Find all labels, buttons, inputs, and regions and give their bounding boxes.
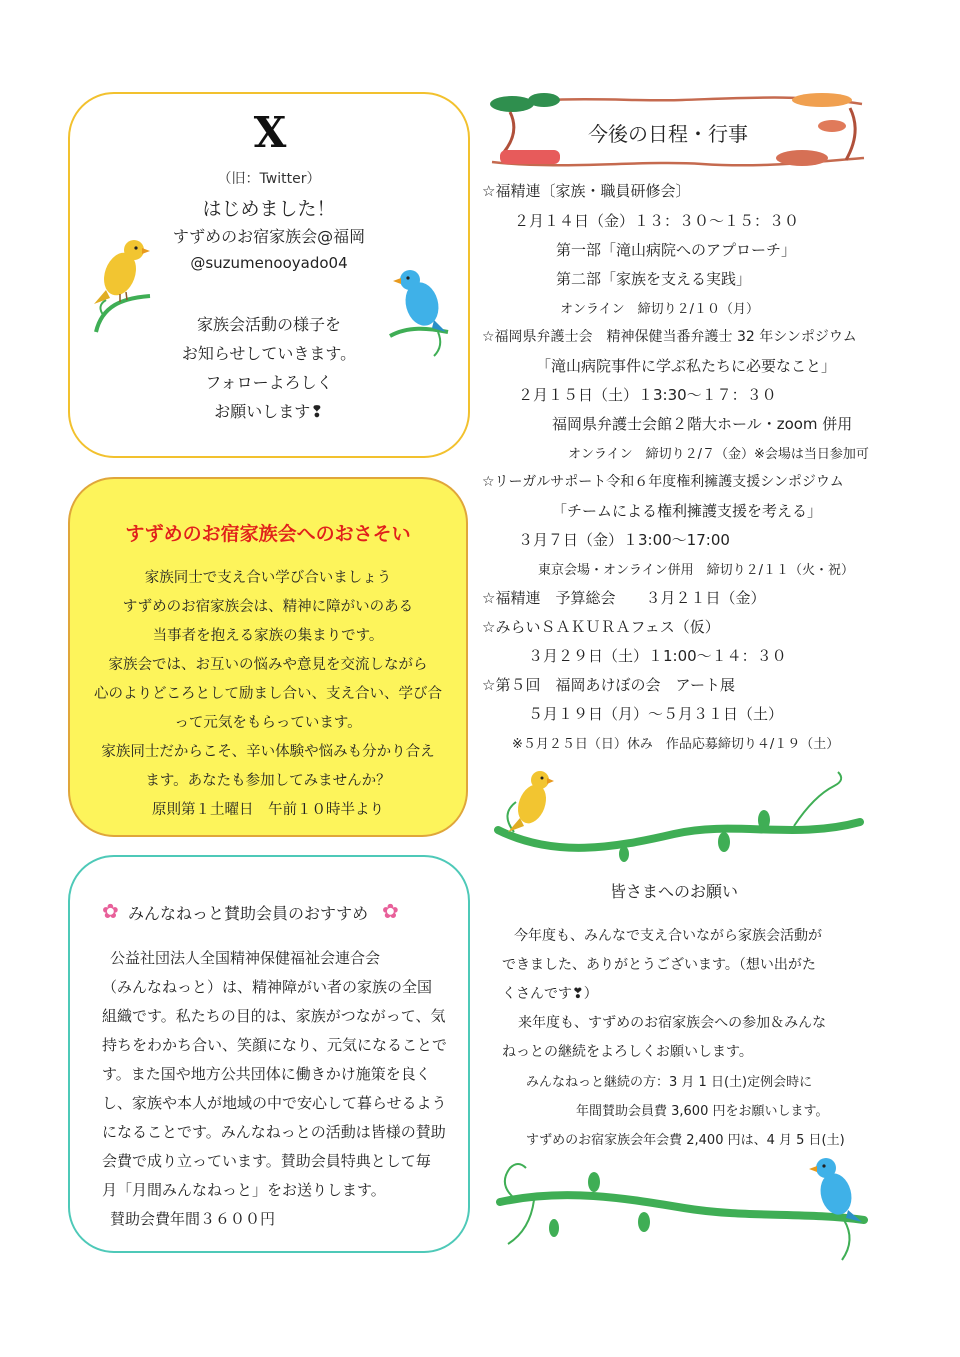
minnanet-line: になることです。みんなねっとの活動は皆様の賛助 xyxy=(102,1123,446,1141)
schedule-title: 今後の日程・行事 xyxy=(588,122,748,146)
invitation-line: 家族同士で支え合い学び合いましょう xyxy=(144,570,392,586)
schedule-line: オンライン 締切り２/１０（月） xyxy=(560,302,759,317)
schedule-line: ☆福岡県弁護士会 精神保健当番弁護士 32 年シンポジウム xyxy=(482,329,857,345)
invitation-line: 当事者を抱える家族の集まりです。 xyxy=(152,628,384,644)
blue-bird-icon xyxy=(388,266,452,362)
schedule-line: 東京会場・オンライン併用 締切り２/１１（火・祝） xyxy=(538,563,854,578)
vine-yellow-bird-icon xyxy=(494,768,866,860)
invitation-line: ます。あなたも参加してみませんか？ xyxy=(145,773,391,789)
invitation-line: 家族同士だからこそ、辛い体験や悩みも分かり合え xyxy=(101,744,435,760)
minnanet-line: 持ちをわかち合い、笑顔になり、元気になることで xyxy=(102,1036,448,1054)
invitation-line: すずめのお宿家族会は、精神に障がいのある xyxy=(122,599,414,615)
minnanet-line: す。また国や地方公共団体に働きかけ施策を良く xyxy=(102,1065,431,1083)
account-handle: @suzumenooyado04 xyxy=(190,254,348,272)
request-line: ねっとの継続をよろしくお願いします。 xyxy=(502,1044,753,1060)
invitation-line: 心のよりどころとして励まし合い、支え合い、学び合 xyxy=(94,686,442,702)
account-name: すずめのお宿家族会@福岡 xyxy=(172,227,366,246)
request-line: できました、ありがとうございます。（想い出がた xyxy=(502,957,816,973)
membership-fee: 賛助会費年間３６００円 xyxy=(110,1210,276,1228)
invitation-line: 家族会では、お互いの悩みや意見を交流しながら xyxy=(108,657,428,673)
x-body-line: フォローよろしく xyxy=(205,373,333,392)
schedule-line: 「チームによる権利擁護支援を考える」 xyxy=(552,502,823,520)
x-body-line: お願いします❢ xyxy=(214,402,324,421)
schedule-line: ☆第５回 福岡あけぼの会 アート展 xyxy=(482,676,735,694)
minnanet-line: 会費で成り立っています。賛助会員特典として毎 xyxy=(102,1152,431,1170)
schedule-line: オンライン 締切り２/７（金）※会場は当日参加可 xyxy=(568,447,869,462)
request-line: みんなねっと継続の方：3 月 1 日(土)定例会時に xyxy=(526,1075,813,1090)
request-line: 来年度も、すずめのお宿家族会への参加＆みんな xyxy=(518,1015,827,1031)
invitation-title: すずめのお宿家族会へのおさそい xyxy=(125,523,411,545)
schedule-line: ☆リーガルサポート令和６年度権利擁護支援シンポジウム xyxy=(482,474,844,490)
schedule-line: ２月１４日（金）１３：３０～１５：３０ xyxy=(514,212,800,230)
x-body-line: お知らせしていきます。 xyxy=(181,344,357,363)
schedule-line: ３月２９日（土）１1:00～１４：３０ xyxy=(528,647,787,665)
sakura-icon: ✿ xyxy=(382,899,399,923)
vine-blue-bird-icon xyxy=(494,1158,872,1270)
yellow-bird-icon xyxy=(92,236,154,336)
minnanet-box xyxy=(68,855,470,1253)
invitation-box xyxy=(68,477,468,837)
minnanet-title: みんなねっと賛助会員のおすすめ xyxy=(128,904,369,923)
schedule-line: ※５月２５日（日）休み 作品応募締切り４/１９（土） xyxy=(512,737,840,752)
x-body-line: 家族会活動の様子を xyxy=(196,315,341,334)
schedule-line: ☆福精連 予算総会 ３月２１日（金） xyxy=(482,589,766,607)
old-name-label: （旧：Twitter） xyxy=(217,171,321,187)
schedule-line: ☆みらいＳＡＫＵＲＡフェス（仮） xyxy=(482,618,720,636)
minnanet-line: し、家族や本人が地域の中で安心して暮らせるよう xyxy=(102,1094,447,1112)
meeting-schedule: 原則第１土曜日 午前１０時半より xyxy=(152,802,384,818)
schedule-line: 第一部「滝山病院へのアプローチ」 xyxy=(556,241,797,259)
request-line: すずめのお宿家族会年会費 2,400 円は、4 月 5 日(土) xyxy=(526,1133,845,1148)
schedule-line: ３月７日（金）１3:00～17:00 xyxy=(518,531,730,549)
schedule-line: ２月１５日（土）１3:30～１７：３０ xyxy=(518,386,777,404)
minnanet-line: 組織です。私たちの目的は、家族がつながって、気 xyxy=(102,1007,446,1025)
schedule-line: 第二部「家族を支える実践」 xyxy=(556,270,752,288)
sakura-icon: ✿ xyxy=(102,899,119,923)
request-line: 今年度も、みんなで支え合いながら家族会活動が xyxy=(514,928,822,944)
minnanet-line: （みんなねっと）は、精神障がい者の家族の全国 xyxy=(102,978,433,996)
schedule-line: 「滝山病院事件に学ぶ私たちに必要なこと」 xyxy=(536,357,837,375)
minnanet-line: 月「月間みんなねっと」をお送りします。 xyxy=(102,1181,386,1199)
requests-title: 皆さまへのお願い xyxy=(610,882,739,901)
invitation-line: って元気をもらっています。 xyxy=(174,715,362,731)
schedule-line: ☆福精連〔家族・職員研修会〕 xyxy=(482,182,691,200)
schedule-line: ５月１９日（月）～５月３１日（土） xyxy=(528,705,784,723)
started-heading: はじめました！ xyxy=(202,198,336,220)
request-line: 年間賛助会員費 3,600 円をお願いします。 xyxy=(576,1104,829,1119)
x-logo: X xyxy=(253,108,285,157)
schedule-line: 福岡県弁護士会館２階大ホール・zoom 併用 xyxy=(552,415,853,433)
minnanet-line: 公益社団法人全国精神保健福祉会連合会 xyxy=(110,949,381,967)
request-line: くさんです❣） xyxy=(502,986,598,1002)
